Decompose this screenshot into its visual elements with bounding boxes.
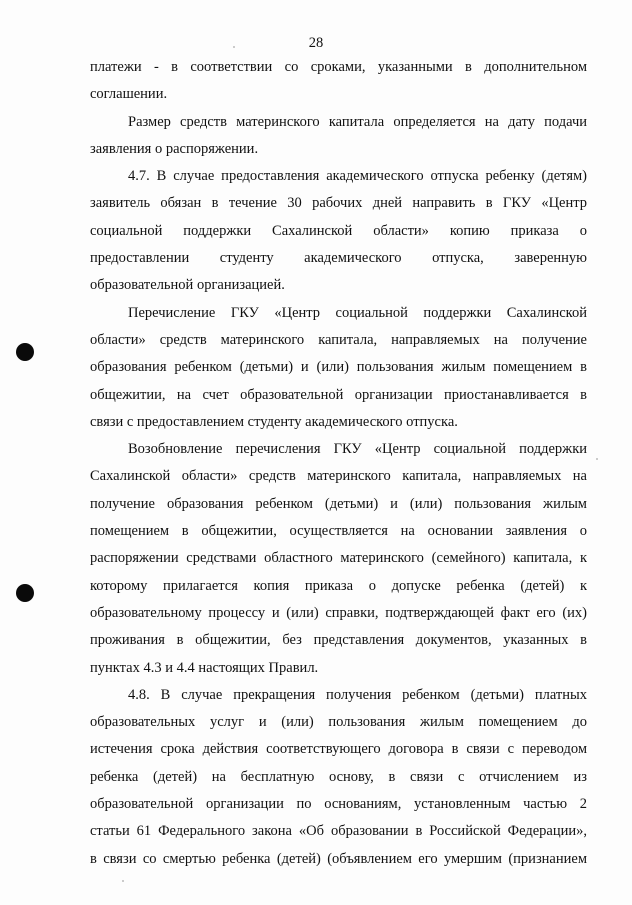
text-line: социальной поддержки Сахалинской области» копию приказа о (90, 222, 587, 239)
text-line: образовательной организацией. (90, 277, 285, 294)
text-line: Сахалинской области» средств материнского капитала, направляемых на (90, 468, 587, 485)
scan-speck (596, 458, 598, 460)
document-body (90, 54, 587, 873)
text-line: платежи - в соответствии со сроками, указанными в дополнительном (90, 59, 587, 75)
text-line: истечения срока действия соответствующего договора в связи с переводом (90, 741, 587, 758)
scan-speck (122, 880, 124, 882)
text-line: которому прилагается копия приказа о допуске ребенка (детей) к (90, 577, 587, 594)
text-line: соглашении. (90, 86, 168, 103)
text-line: статьи 61 Федерального закона «Об образовании в Российской Федерации», (90, 823, 587, 840)
text-line: связи с предоставлением студенту академического отпуска. (90, 413, 458, 430)
text-line: ребенка (детей) на бесплатную основу, в связи с отчислением из (90, 768, 587, 785)
text-line: образовательной организации по основаниям, установленным частью 2 (90, 796, 587, 813)
text-line: Перечисление ГКУ «Центр социальной поддержки Сахалинской (128, 304, 587, 321)
text-line: получение образования ребенком (детьми) и (или) пользования жилым (90, 495, 587, 512)
page-number: 28 (308, 35, 324, 51)
text-line: проживания в общежитии, без представления документов, указанных в (90, 632, 587, 649)
punch-hole (16, 343, 34, 361)
text-line: области» средств материнского капитала, направляемых на получение (90, 331, 587, 348)
text-line: пунктах 4.3 и 4.4 настоящих Правил. (90, 659, 319, 676)
text-line: в связи со смертью ребенка (детей) (объявлением его умершим (признанием (90, 850, 587, 867)
text-line: заявитель обязан в течение 30 рабочих дней направить в ГКУ «Центр (90, 195, 587, 212)
text-line: 4.8. В случае прекращения получения ребенком (детьми) платных (128, 686, 587, 703)
text-line: Размер средств материнского капитала определяется на дату подачи (128, 113, 587, 130)
punch-hole (16, 584, 34, 602)
text-line: помещением в общежитии, осуществляется на основании заявления о (90, 523, 587, 540)
text-line: распоряжении средствами областного материнского (семейного) капитала, к (90, 550, 587, 567)
text-line: предоставлении студенту академического отпуска, заверенную (90, 250, 587, 267)
text-line: общежитии, на счет образовательной организации приостанавливается в (90, 386, 587, 403)
text-line: заявления о распоряжении. (90, 140, 259, 157)
text-line: образовательных услуг и (или) пользования жилым помещением до (90, 714, 587, 731)
text-line: Возобновление перечисления ГКУ «Центр социальной поддержки (128, 441, 587, 458)
text-line: образования ребенком (детьми) и (или) пользования жилым помещением в (90, 359, 587, 376)
text-line: образовательному процессу и (или) справки, подтверждающей факт его (их) (90, 604, 587, 621)
text-line: 4.7. В случае предоставления академического отпуска ребенку (детям) (128, 168, 587, 185)
scan-speck (233, 46, 235, 48)
